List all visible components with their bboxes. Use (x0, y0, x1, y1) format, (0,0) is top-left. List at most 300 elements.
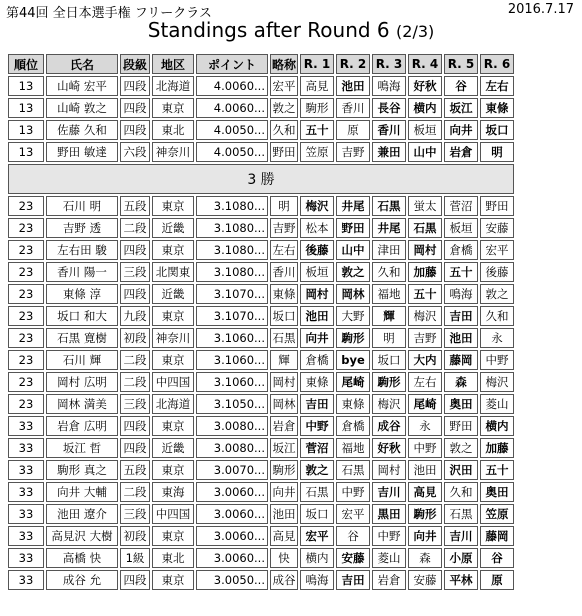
table-body-bottom (8, 196, 514, 590)
points-cell: 3.0080... (196, 416, 268, 436)
dan-cell: 九段 (120, 306, 150, 326)
standings-table (6, 52, 516, 592)
abbr-cell: 岡林 (270, 394, 298, 414)
tournament-name: 第44回 全日本選手権 フリークラス (6, 6, 212, 21)
round-3-cell: 駒形 (372, 372, 406, 392)
table-row (8, 416, 514, 436)
col-r5: R. 5 (444, 54, 478, 74)
round-4-cell: 吉野 (408, 328, 442, 348)
dan-cell: 四段 (120, 438, 150, 458)
round-5-cell: 久和 (444, 482, 478, 502)
round-4-cell: 五十 (408, 284, 442, 304)
round-2-cell: 安藤 (336, 548, 370, 568)
round-6-cell: 原 (480, 570, 514, 590)
round-1-cell: 横内 (300, 548, 334, 568)
table-row (8, 504, 514, 524)
round-6-cell: 東條 (480, 98, 514, 118)
title-text: Standings after Round 6 (147, 18, 390, 42)
name-cell: 駒形 真之 (46, 460, 118, 480)
round-6-cell: 加藤 (480, 438, 514, 458)
round-6-cell: 藤岡 (480, 526, 514, 546)
area-cell: 中四国 (152, 504, 194, 524)
name-cell: 左右田 駿 (46, 240, 118, 260)
round-4-cell: 大内 (408, 350, 442, 370)
name-cell: 池田 遼介 (46, 504, 118, 524)
round-1-cell: 笠原 (300, 142, 334, 162)
area-cell: 神奈川 (152, 328, 194, 348)
table-row (8, 460, 514, 480)
abbr-cell: 快 (270, 548, 298, 568)
round-3-cell: 好秋 (372, 438, 406, 458)
points-cell: 3.1070... (196, 284, 268, 304)
round-4-cell: 好秋 (408, 76, 442, 96)
round-5-cell: 森 (444, 372, 478, 392)
dan-cell: 五段 (120, 460, 150, 480)
table-row (8, 328, 514, 348)
round-3-cell: 香川 (372, 120, 406, 140)
table-row (8, 262, 514, 282)
points-cell: 3.0060... (196, 526, 268, 546)
round-2-cell: 福地 (336, 438, 370, 458)
table-row (8, 438, 514, 458)
dan-cell: 1級 (120, 548, 150, 568)
abbr-cell: 吉野 (270, 218, 298, 238)
area-cell: 東京 (152, 98, 194, 118)
round-1-cell: 菅沼 (300, 438, 334, 458)
round-1-cell: 駒形 (300, 98, 334, 118)
round-4-cell: 蛍太 (408, 196, 442, 216)
name-cell: 吉野 透 (46, 218, 118, 238)
round-6-cell: 安藤 (480, 218, 514, 238)
dan-cell: 四段 (120, 416, 150, 436)
round-6-cell: 久和 (480, 306, 514, 326)
dan-cell: 六段 (120, 142, 150, 162)
abbr-cell: 岡村 (270, 372, 298, 392)
round-1-cell: 後藤 (300, 240, 334, 260)
col-r4: R. 4 (408, 54, 442, 74)
round-3-cell: 菱山 (372, 548, 406, 568)
round-2-cell: 岡林 (336, 284, 370, 304)
round-3-cell: 中野 (372, 526, 406, 546)
round-4-cell: 梅沢 (408, 306, 442, 326)
round-5-cell: 菅沼 (444, 196, 478, 216)
name-cell: 香川 陽一 (46, 262, 118, 282)
round-2-cell: 尾崎 (336, 372, 370, 392)
round-5-cell: 吉田 (444, 306, 478, 326)
date-label: 2016.7.17 (507, 2, 574, 17)
area-cell: 中四国 (152, 372, 194, 392)
table-row (8, 240, 514, 260)
round-3-cell: 輝 (372, 306, 406, 326)
round-6-cell: 五十 (480, 460, 514, 480)
name-cell: 岡村 広明 (46, 372, 118, 392)
round-5-cell: 倉橋 (444, 240, 478, 260)
col-dan: 段級 (120, 54, 150, 74)
points-cell: 3.0070... (196, 460, 268, 480)
round-6-cell: 梅沢 (480, 372, 514, 392)
round-1-cell: 岡村 (300, 284, 334, 304)
name-cell: 高見沢 大樹 (46, 526, 118, 546)
rank-cell: 23 (8, 350, 44, 370)
round-4-cell: 加藤 (408, 262, 442, 282)
col-rank: 順位 (8, 54, 44, 74)
area-cell: 近畿 (152, 284, 194, 304)
round-1-cell: 倉橋 (300, 350, 334, 370)
round-2-cell: 大野 (336, 306, 370, 326)
rank-cell: 33 (8, 438, 44, 458)
round-1-cell: 吉田 (300, 394, 334, 414)
col-name: 氏名 (46, 54, 118, 74)
round-6-cell: 永 (480, 328, 514, 348)
dan-cell: 二段 (120, 350, 150, 370)
round-4-cell: 尾崎 (408, 394, 442, 414)
col-abbr: 略称 (270, 54, 298, 74)
round-3-cell: 鳴海 (372, 76, 406, 96)
round-6-cell: 坂口 (480, 120, 514, 140)
abbr-cell: 駒形 (270, 460, 298, 480)
round-2-cell: 東條 (336, 394, 370, 414)
page-title (0, 18, 582, 42)
points-cell: 3.1070... (196, 306, 268, 326)
round-4-cell: 板垣 (408, 120, 442, 140)
round-2-cell: 野田 (336, 218, 370, 238)
abbr-cell: 左右 (270, 240, 298, 260)
dan-cell: 四段 (120, 76, 150, 96)
round-5-cell: 野田 (444, 416, 478, 436)
round-6-cell: 横内 (480, 416, 514, 436)
area-cell: 北関東 (152, 262, 194, 282)
round-2-cell: 原 (336, 120, 370, 140)
round-3-cell: 久和 (372, 262, 406, 282)
abbr-cell: 坂江 (270, 438, 298, 458)
round-3-cell: 成谷 (372, 416, 406, 436)
table-row (8, 284, 514, 304)
points-cell: 3.0050... (196, 570, 268, 590)
round-2-cell: 池田 (336, 76, 370, 96)
round-5-cell: 板垣 (444, 218, 478, 238)
round-3-cell: 井尾 (372, 218, 406, 238)
name-cell: 成谷 允 (46, 570, 118, 590)
round-5-cell: 奥田 (444, 394, 478, 414)
points-cell: 3.1080... (196, 218, 268, 238)
table-row (8, 372, 514, 392)
name-cell: 岩倉 広明 (46, 416, 118, 436)
points-cell: 3.0060... (196, 548, 268, 568)
round-2-cell: 石黒 (336, 460, 370, 480)
points-cell: 3.1080... (196, 240, 268, 260)
table-row (8, 120, 514, 140)
round-3-cell: 明 (372, 328, 406, 348)
abbr-cell: 敦之 (270, 98, 298, 118)
header-row (8, 54, 514, 74)
rank-cell: 23 (8, 262, 44, 282)
name-cell: 山崎 宏平 (46, 76, 118, 96)
round-6-cell: 谷 (480, 548, 514, 568)
round-1-cell: 高見 (300, 76, 334, 96)
name-cell: 向井 大輔 (46, 482, 118, 502)
table-row (8, 548, 514, 568)
area-cell: 東京 (152, 196, 194, 216)
abbr-cell: 石黒 (270, 328, 298, 348)
abbr-cell: 向井 (270, 482, 298, 502)
table-row (8, 76, 514, 96)
round-1-cell: 東條 (300, 372, 334, 392)
area-cell: 東京 (152, 416, 194, 436)
round-5-cell: 谷 (444, 76, 478, 96)
round-1-cell: 宏平 (300, 526, 334, 546)
table-row (8, 482, 514, 502)
table-row (8, 306, 514, 326)
points-cell: 3.0080... (196, 438, 268, 458)
round-6-cell: 後藤 (480, 262, 514, 282)
name-cell: 東條 淳 (46, 284, 118, 304)
name-cell: 坂口 和大 (46, 306, 118, 326)
points-cell: 3.1060... (196, 328, 268, 348)
area-cell: 北海道 (152, 76, 194, 96)
group-label: 3 勝 (8, 164, 514, 194)
dan-cell: 五段 (120, 196, 150, 216)
table-row (8, 142, 514, 162)
points-cell: 4.0050... (196, 120, 268, 140)
points-cell: 4.0050... (196, 142, 268, 162)
round-4-cell: 岡村 (408, 240, 442, 260)
rank-cell: 13 (8, 120, 44, 140)
abbr-cell: 岩倉 (270, 416, 298, 436)
round-1-cell: 松本 (300, 218, 334, 238)
abbr-cell: 香川 (270, 262, 298, 282)
rank-cell: 23 (8, 328, 44, 348)
table-row (8, 98, 514, 118)
points-cell: 3.1060... (196, 372, 268, 392)
area-cell: 近畿 (152, 438, 194, 458)
round-1-cell: 梅沢 (300, 196, 334, 216)
abbr-cell: 坂口 (270, 306, 298, 326)
table-row (8, 350, 514, 370)
points-cell: 3.1060... (196, 350, 268, 370)
points-cell: 3.0060... (196, 482, 268, 502)
round-2-cell: 香川 (336, 98, 370, 118)
round-5-cell: 沢田 (444, 460, 478, 480)
group-separator (8, 164, 514, 194)
name-cell: 石黒 寛樹 (46, 328, 118, 348)
round-5-cell: 岩倉 (444, 142, 478, 162)
round-5-cell: 池田 (444, 328, 478, 348)
round-5-cell: 吉川 (444, 526, 478, 546)
dan-cell: 二段 (120, 372, 150, 392)
abbr-cell: 野田 (270, 142, 298, 162)
round-1-cell: 中野 (300, 416, 334, 436)
round-2-cell: 敦之 (336, 262, 370, 282)
dan-cell: 三段 (120, 504, 150, 524)
points-cell: 4.0060... (196, 76, 268, 96)
round-5-cell: 鳴海 (444, 284, 478, 304)
rank-cell: 33 (8, 570, 44, 590)
rank-cell: 33 (8, 526, 44, 546)
col-area: 地区 (152, 54, 194, 74)
round-1-cell: 坂口 (300, 504, 334, 524)
round-4-cell: 永 (408, 416, 442, 436)
rank-cell: 33 (8, 504, 44, 524)
round-4-cell: 石黒 (408, 218, 442, 238)
dan-cell: 初段 (120, 526, 150, 546)
round-3-cell: 坂口 (372, 350, 406, 370)
round-4-cell: 横内 (408, 98, 442, 118)
dan-cell: 二段 (120, 218, 150, 238)
round-1-cell: 板垣 (300, 262, 334, 282)
points-cell: 4.0060... (196, 98, 268, 118)
table-row (8, 394, 514, 414)
round-2-cell: 吉野 (336, 142, 370, 162)
round-1-cell: 五十 (300, 120, 334, 140)
round-6-cell: 奥田 (480, 482, 514, 502)
rank-cell: 23 (8, 394, 44, 414)
abbr-cell: 池田 (270, 504, 298, 524)
table-row (8, 196, 514, 216)
area-cell: 東京 (152, 306, 194, 326)
dan-cell: 三段 (120, 262, 150, 282)
name-cell: 岡林 満美 (46, 394, 118, 414)
round-6-cell: 菱山 (480, 394, 514, 414)
abbr-cell: 久和 (270, 120, 298, 140)
round-3-cell: 兼田 (372, 142, 406, 162)
rank-cell: 13 (8, 76, 44, 96)
col-r3: R. 3 (372, 54, 406, 74)
rank-cell: 33 (8, 482, 44, 502)
round-2-cell: 駒形 (336, 328, 370, 348)
col-r2: R. 2 (336, 54, 370, 74)
round-6-cell: 中野 (480, 350, 514, 370)
round-6-cell: 宏平 (480, 240, 514, 260)
points-cell: 3.1080... (196, 196, 268, 216)
name-cell: 石川 輝 (46, 350, 118, 370)
rank-cell: 33 (8, 416, 44, 436)
points-cell: 3.0060... (196, 504, 268, 524)
round-1-cell: 池田 (300, 306, 334, 326)
name-cell: 石川 明 (46, 196, 118, 216)
area-cell: 近畿 (152, 218, 194, 238)
round-3-cell: 福地 (372, 284, 406, 304)
dan-cell: 初段 (120, 328, 150, 348)
round-5-cell: 五十 (444, 262, 478, 282)
round-3-cell: 吉川 (372, 482, 406, 502)
round-3-cell: 石黒 (372, 196, 406, 216)
round-3-cell: 黒田 (372, 504, 406, 524)
round-4-cell: 池田 (408, 460, 442, 480)
round-5-cell: 藤岡 (444, 350, 478, 370)
round-2-cell: bye (336, 350, 370, 370)
abbr-cell: 輝 (270, 350, 298, 370)
abbr-cell: 東條 (270, 284, 298, 304)
round-2-cell: 谷 (336, 526, 370, 546)
area-cell: 東北 (152, 548, 194, 568)
round-2-cell: 井尾 (336, 196, 370, 216)
rank-cell: 23 (8, 196, 44, 216)
area-cell: 東京 (152, 526, 194, 546)
round-1-cell: 敦之 (300, 460, 334, 480)
table-body-top (8, 76, 514, 162)
dan-cell: 四段 (120, 570, 150, 590)
abbr-cell: 成谷 (270, 570, 298, 590)
round-3-cell: 岩倉 (372, 570, 406, 590)
round-5-cell: 向井 (444, 120, 478, 140)
points-cell: 3.1080... (196, 262, 268, 282)
round-6-cell: 笠原 (480, 504, 514, 524)
round-4-cell: 向井 (408, 526, 442, 546)
round-6-cell: 野田 (480, 196, 514, 216)
round-3-cell: 梅沢 (372, 394, 406, 414)
round-5-cell: 石黒 (444, 504, 478, 524)
round-1-cell: 石黒 (300, 482, 334, 502)
round-1-cell: 向井 (300, 328, 334, 348)
name-cell: 山崎 敦之 (46, 98, 118, 118)
col-r6: R. 6 (480, 54, 514, 74)
round-5-cell: 坂江 (444, 98, 478, 118)
rank-cell: 23 (8, 218, 44, 238)
abbr-cell: 明 (270, 196, 298, 216)
round-2-cell: 倉橋 (336, 416, 370, 436)
round-4-cell: 高見 (408, 482, 442, 502)
dan-cell: 四段 (120, 284, 150, 304)
round-4-cell: 中野 (408, 438, 442, 458)
rank-cell: 23 (8, 372, 44, 392)
rank-cell: 33 (8, 548, 44, 568)
round-6-cell: 敦之 (480, 284, 514, 304)
area-cell: 東北 (152, 120, 194, 140)
round-2-cell: 吉田 (336, 570, 370, 590)
area-cell: 東京 (152, 460, 194, 480)
round-5-cell: 敦之 (444, 438, 478, 458)
rank-cell: 33 (8, 460, 44, 480)
round-3-cell: 長谷 (372, 98, 406, 118)
abbr-cell: 高見 (270, 526, 298, 546)
round-5-cell: 平林 (444, 570, 478, 590)
points-cell: 3.1050... (196, 394, 268, 414)
round-2-cell: 宏平 (336, 504, 370, 524)
round-6-cell: 左右 (480, 76, 514, 96)
round-4-cell: 山中 (408, 142, 442, 162)
dan-cell: 四段 (120, 120, 150, 140)
round-3-cell: 津田 (372, 240, 406, 260)
dan-cell: 四段 (120, 98, 150, 118)
area-cell: 神奈川 (152, 142, 194, 162)
round-4-cell: 左右 (408, 372, 442, 392)
round-4-cell: 安藤 (408, 570, 442, 590)
round-3-cell: 岡村 (372, 460, 406, 480)
round-6-cell: 明 (480, 142, 514, 162)
area-cell: 東京 (152, 570, 194, 590)
dan-cell: 二段 (120, 482, 150, 502)
round-2-cell: 中野 (336, 482, 370, 502)
name-cell: 佐藤 久和 (46, 120, 118, 140)
area-cell: 東京 (152, 350, 194, 370)
dan-cell: 三段 (120, 394, 150, 414)
name-cell: 坂江 哲 (46, 438, 118, 458)
round-1-cell: 鳴海 (300, 570, 334, 590)
name-cell: 野田 敏達 (46, 142, 118, 162)
table-row (8, 218, 514, 238)
name-cell: 高橋 快 (46, 548, 118, 568)
table-row (8, 570, 514, 590)
area-cell: 東海 (152, 482, 194, 502)
round-5-cell: 小原 (444, 548, 478, 568)
dan-cell: 四段 (120, 240, 150, 260)
round-2-cell: 山中 (336, 240, 370, 260)
col-r1: R. 1 (300, 54, 334, 74)
rank-cell: 13 (8, 142, 44, 162)
col-points: ポイント (196, 54, 268, 74)
table-row (8, 526, 514, 546)
area-cell: 北海道 (152, 394, 194, 414)
